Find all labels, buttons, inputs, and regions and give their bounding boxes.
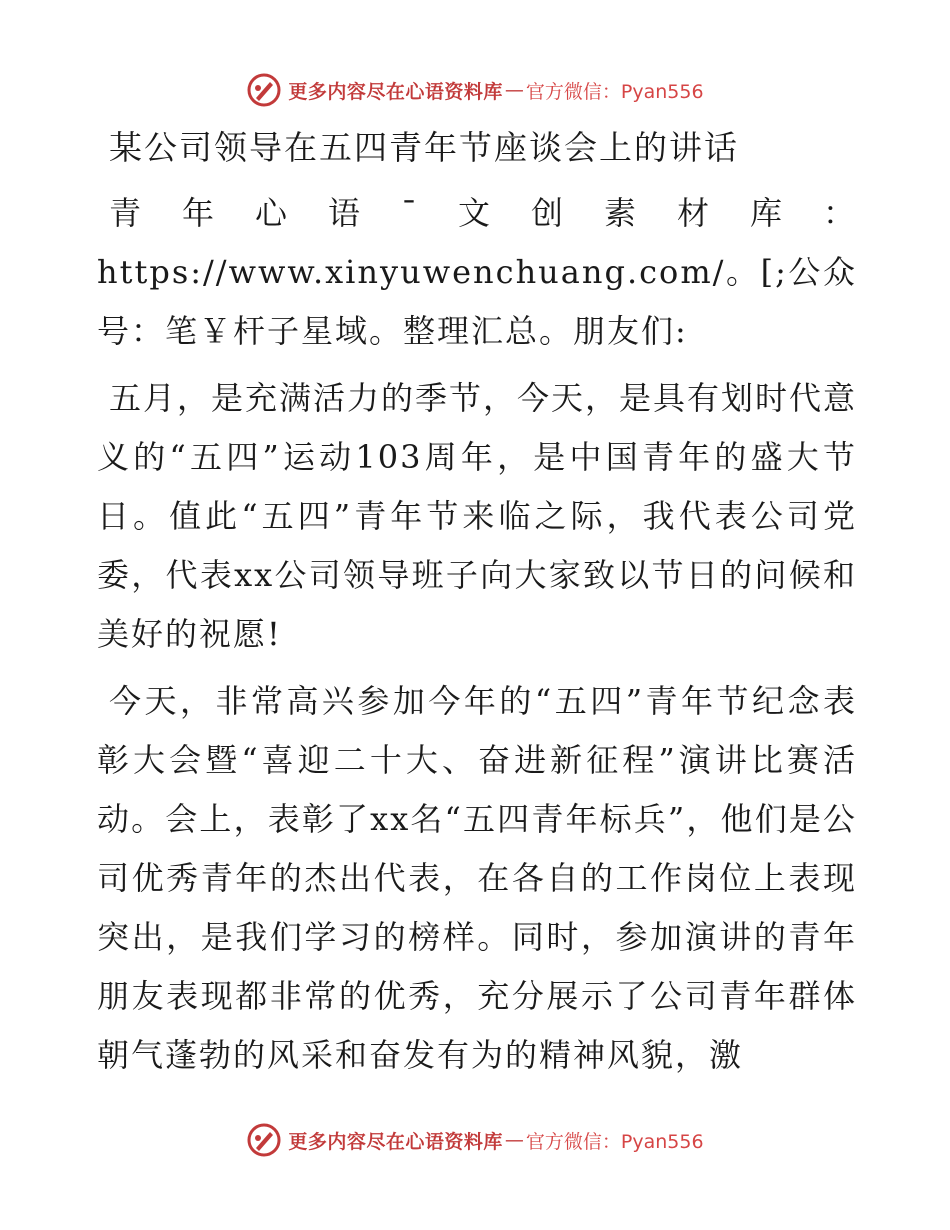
header-watermark-banner	[0, 68, 950, 112]
header-promo-text: 更多内容尽在心语资料库	[288, 80, 503, 103]
footer-watermark-banner	[0, 1118, 950, 1162]
footer-wechat-text: 官方微信：Pyan556	[525, 1130, 704, 1153]
document-title: 某公司领导在五四青年节座谈会上的讲话	[109, 128, 739, 167]
footer-promo-text: 更多内容尽在心语资料库	[288, 1130, 503, 1153]
pen-nib-logo-icon	[246, 1122, 282, 1158]
header-wechat-text: 官方微信：Pyan556	[525, 80, 704, 103]
paragraph-intro: 青年心语¯文创素材库：https://www.xinyuwenchuang.com/。[;公众号：笔￥杆子星域。整理汇总。朋友们:	[97, 194, 857, 350]
paragraph-greeting: 五月，是充满活力的季节，今天，是具有划时代意义的“五四”运动103周年，是中国青年的盛大节日。值此“五四”青年节来临之际，我代表公司党委，代表xx公司领导班子向大家致以节日的问候和美好的祝愿!	[97, 379, 858, 653]
footer-separator: —	[504, 1129, 524, 1151]
paragraph-commendation: 今天，非常高兴参加今年的“五四”青年节纪念表彰大会暨“喜迎二十大、奋进新征程”演讲比赛活动。会上，表彰了xx名“五四青年标兵”，他们是公司优秀青年的杰出代表，在各自的工作岗位上表现突出，是我们学习的榜样。同时，参加演讲的青年朋友表现都非常的优秀，充分展示了公司青年群体朝气蓬勃的风采和奋发有为的精神风貌，激	[97, 682, 857, 1074]
header-separator: —	[504, 79, 524, 101]
pen-nib-logo-icon	[246, 72, 282, 108]
document-body	[97, 128, 857, 1093]
